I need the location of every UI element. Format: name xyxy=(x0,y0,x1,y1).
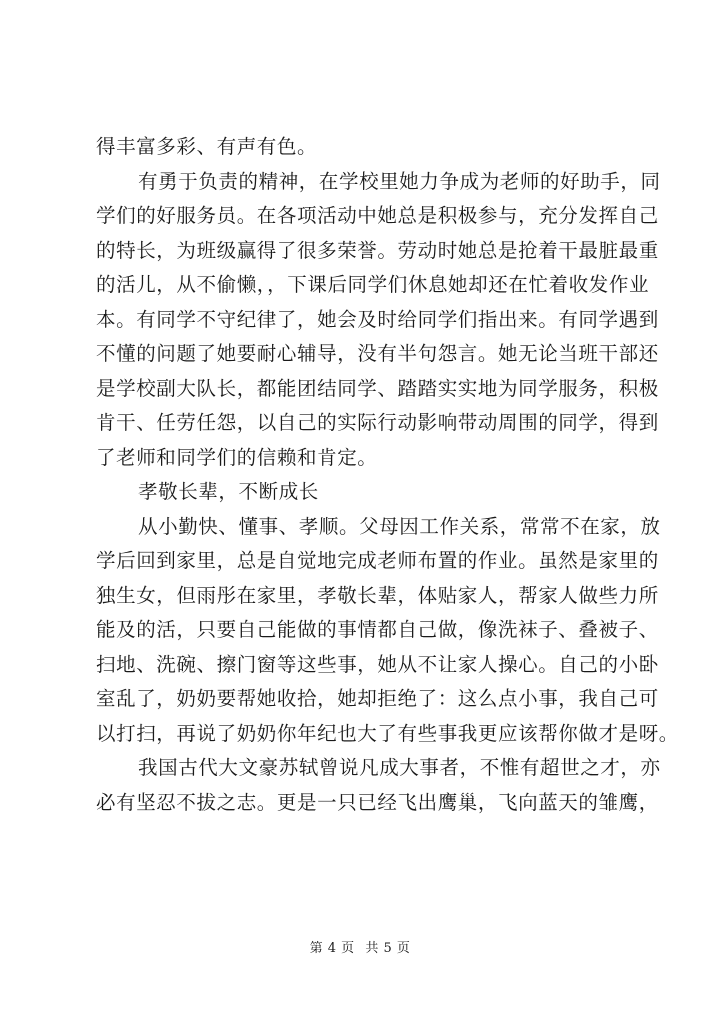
text-line: 有勇于负责的精神，在学校里她力争成为老师的好助手，同 xyxy=(138,169,661,193)
text-line: 室乱了，奶奶要帮她收拾，她却拒绝了：这么点小事，我自己可 xyxy=(96,687,659,710)
text-line: 本。有同学不守纪律了，她会及时给同学们指出来。有同学遇到 xyxy=(96,307,659,331)
text-line: 从小勤快、懂事、孝顺。父母因工作关系，常常不在家，放 xyxy=(138,514,661,538)
section-heading: 孝敬长辈，不断成长 xyxy=(138,480,319,503)
text-line: 肯干、任劳任怨，以自己的实际行动影响带动周围的同学，得到 xyxy=(96,411,659,434)
text-line: 是学校副大队长，都能团结同学、踏踏实实地为同学服务，积极 xyxy=(96,376,659,400)
text-line: 独生女，但雨彤在家里，孝敬长辈，体贴家人，帮家人做些力所 xyxy=(96,583,659,607)
text-line: 的活儿，从不偷懒，，下课后同学们休息她却还在忙着收发作业 xyxy=(96,273,650,296)
text-line: 学们的好服务员。在各项活动中她总是积极参与，充分发挥自己 xyxy=(96,204,659,227)
text-line: 的特长，为班级赢得了很多荣誉。劳动时她总是抢着干最脏最重 xyxy=(96,238,659,262)
page-number: 第 4 页 xyxy=(309,941,355,956)
text-line: 得丰富多彩、有声有色。 xyxy=(96,135,318,158)
text-line: 了老师和同学们的信赖和肯定。 xyxy=(96,445,378,469)
text-line: 能及的活，只要自己能做的事情都自己做，像洗袜子、叠被子、 xyxy=(96,618,659,641)
text-line: 以打扫，再说了奶奶你年纪也大了有些事我更应该帮你做才是呀。 xyxy=(96,721,679,745)
text-line: 必有坚忍不拔之志。更是一只已经飞出鹰巢，飞向蓝天的雏鹰， xyxy=(96,790,659,814)
text-line: 扫地、洗碗、擦门窗等这些事，她从不让家人操心。自己的小卧 xyxy=(96,652,659,676)
text-line: 学后回到家里，总是自觉地完成老师布置的作业。虽然是家里的 xyxy=(96,549,659,572)
page-total: 共 5 页 xyxy=(365,941,411,956)
text-line: 我国古代大文豪苏轼曾说凡成大事者，不惟有超世之才，亦 xyxy=(138,756,661,779)
document-body xyxy=(96,130,679,820)
page-footer xyxy=(0,937,720,956)
text-line: 不懂的问题了她要耐心辅导，没有半句怨言。她无论当班干部还 xyxy=(96,342,659,365)
